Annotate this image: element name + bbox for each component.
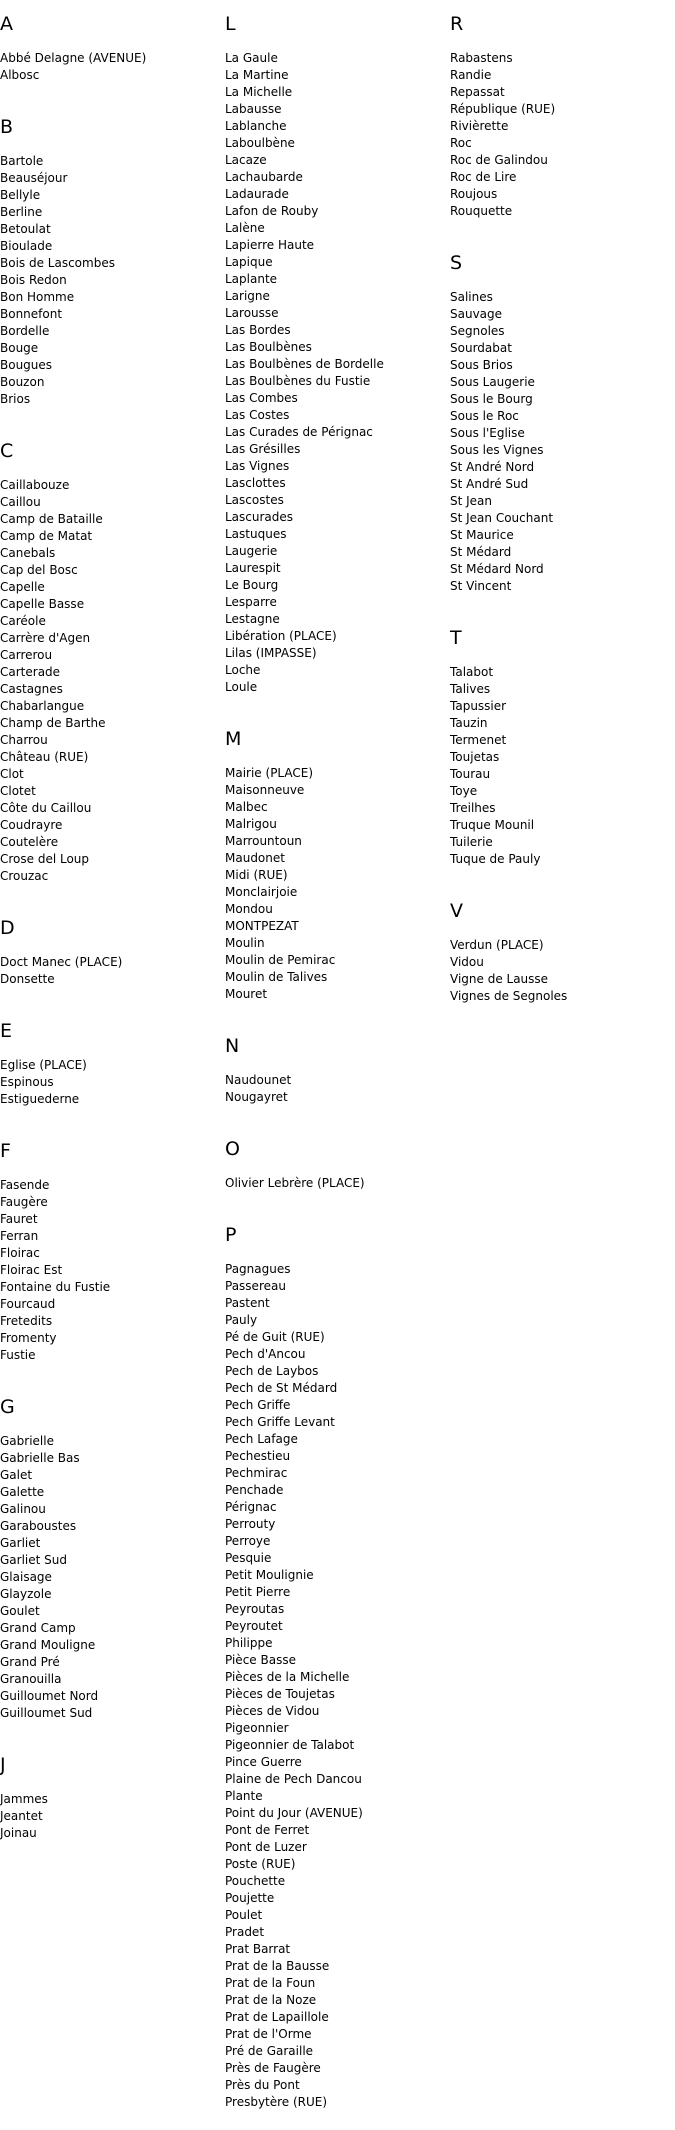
- street-link[interactable]: Lasclottes: [225, 476, 286, 490]
- street-link[interactable]: St André Sud: [450, 477, 529, 491]
- street-link[interactable]: Las Bordes: [225, 323, 291, 337]
- street-link[interactable]: Fustie: [0, 1348, 36, 1362]
- street-link[interactable]: Grand Pré: [0, 1655, 60, 1669]
- street-link[interactable]: Treilhes: [450, 801, 496, 815]
- street-link[interactable]: Truque Mounil: [450, 818, 535, 832]
- street-link[interactable]: Perroye: [225, 1534, 271, 1548]
- letter-group: [0, 0, 225, 84]
- letter-group: [0, 1383, 225, 1722]
- letter-heading: R: [450, 13, 464, 35]
- street-link[interactable]: Pigeonnier: [225, 1721, 289, 1735]
- street-link[interactable]: Bartole: [0, 154, 44, 168]
- street-link[interactable]: Floirac: [0, 1246, 40, 1260]
- street-link[interactable]: MONTPEZAT: [225, 919, 299, 933]
- street-link[interactable]: Las Boulbènes de Bordelle: [225, 357, 384, 371]
- letter-heading: G: [0, 1396, 15, 1418]
- street-link[interactable]: Prat Barrat: [225, 1942, 291, 1956]
- street-link[interactable]: Laboulbène: [225, 136, 295, 150]
- street-link[interactable]: Bougues: [0, 358, 53, 372]
- street-link[interactable]: Gabrielle: [0, 1434, 54, 1448]
- letter-heading: A: [0, 13, 13, 35]
- street-link[interactable]: Verdun (PLACE): [450, 938, 544, 952]
- street-link[interactable]: Plante: [225, 1789, 263, 1803]
- street-link[interactable]: Tuque de Pauly: [450, 852, 541, 866]
- street-link[interactable]: Garliet: [0, 1536, 41, 1550]
- street-link[interactable]: Maudonet: [225, 851, 285, 865]
- street-link[interactable]: Lachaubarde: [225, 170, 303, 184]
- street-link[interactable]: Pièces de la Michelle: [225, 1670, 350, 1684]
- letter-group: [0, 1127, 225, 1364]
- street-link[interactable]: St Jean: [450, 494, 493, 508]
- street-link[interactable]: Goulet: [0, 1604, 40, 1618]
- street-link[interactable]: Sous les Vignes: [450, 443, 544, 457]
- street-link[interactable]: Jammes: [0, 1792, 48, 1806]
- street-link[interactable]: Fromenty: [0, 1331, 57, 1345]
- street-link[interactable]: Berline: [0, 205, 43, 219]
- street-link[interactable]: Caillabouze: [0, 478, 70, 492]
- street-link[interactable]: Lesparre: [225, 595, 277, 609]
- street-link[interactable]: Mairie (PLACE): [225, 766, 314, 780]
- street-link[interactable]: Loule: [225, 680, 258, 694]
- street-link[interactable]: Ladaurade: [225, 187, 289, 201]
- street-link[interactable]: Philippe: [225, 1636, 273, 1650]
- street-list: [450, 937, 675, 1005]
- street-link[interactable]: Eglise (PLACE): [0, 1058, 87, 1072]
- street-link[interactable]: Glayzole: [0, 1587, 52, 1601]
- street-link[interactable]: Sauvage: [450, 307, 503, 321]
- street-link[interactable]: Betoulat: [0, 222, 51, 236]
- street-link[interactable]: Cap del Bosc: [0, 563, 78, 577]
- street-link[interactable]: Roc: [450, 136, 472, 150]
- letter-heading: V: [450, 900, 463, 922]
- street-link[interactable]: St André Nord: [450, 460, 535, 474]
- street-link[interactable]: Guilloumet Nord: [0, 1689, 99, 1703]
- street-link[interactable]: Vidou: [450, 955, 484, 969]
- street-link[interactable]: Vigne de Lausse: [450, 972, 549, 986]
- street-link[interactable]: Clot: [0, 767, 24, 781]
- street-link[interactable]: Moulin: [225, 936, 265, 950]
- street-link[interactable]: Las Boulbènes: [225, 340, 312, 354]
- letter-heading: L: [225, 13, 236, 35]
- street-link[interactable]: Bois Redon: [0, 273, 67, 287]
- street-link[interactable]: Crose del Loup: [0, 852, 90, 866]
- street-link[interactable]: Gabrielle Bas: [0, 1451, 80, 1465]
- letter-heading: P: [225, 1224, 237, 1246]
- street-link[interactable]: Las Vignes: [225, 459, 290, 473]
- letter-group: [450, 0, 675, 220]
- street-link[interactable]: Salines: [450, 290, 493, 304]
- street-link[interactable]: Tuilerie: [450, 835, 493, 849]
- street-link[interactable]: Malbec: [225, 800, 268, 814]
- street-link[interactable]: Marrountoun: [225, 834, 302, 848]
- street-link[interactable]: St Jean Couchant: [450, 511, 554, 525]
- street-link[interactable]: Jeantet: [0, 1809, 43, 1823]
- street-link[interactable]: Le Bourg: [225, 578, 279, 592]
- street-list: [450, 664, 675, 868]
- street-link[interactable]: Lascurades: [225, 510, 294, 524]
- street-link[interactable]: Coudrayre: [0, 818, 63, 832]
- street-link[interactable]: Pech Lafage: [225, 1432, 298, 1446]
- street-link[interactable]: Segnoles: [450, 324, 505, 338]
- street-link[interactable]: Guilloumet Sud: [0, 1706, 93, 1720]
- street-link[interactable]: Larigne: [225, 289, 270, 303]
- street-link[interactable]: Sous l'Eglise: [450, 426, 525, 440]
- street-link[interactable]: La Gaule: [225, 51, 278, 65]
- street-link[interactable]: Vignes de Segnoles: [450, 989, 568, 1003]
- street-link[interactable]: Pastent: [225, 1296, 270, 1310]
- street-link[interactable]: République (RUE): [450, 102, 556, 116]
- street-link[interactable]: Pech de Laybos: [225, 1364, 319, 1378]
- street-link[interactable]: Malrigou: [225, 817, 277, 831]
- letter-heading: M: [225, 728, 242, 750]
- street-link[interactable]: Olivier Lebrère (PLACE): [225, 1176, 365, 1190]
- street-link[interactable]: Peyroutas: [225, 1602, 285, 1616]
- street-link[interactable]: Floirac Est: [0, 1263, 63, 1277]
- street-link[interactable]: Canebals: [0, 546, 56, 560]
- street-list: [0, 1791, 225, 1842]
- street-link[interactable]: St Médard Nord: [450, 562, 544, 576]
- letter-group: [0, 427, 225, 885]
- street-link[interactable]: Labausse: [225, 102, 282, 116]
- street-link[interactable]: Las Combes: [225, 391, 298, 405]
- street-link[interactable]: Toujetas: [450, 750, 500, 764]
- street-link[interactable]: Prat de la Noze: [225, 1993, 317, 2007]
- street-link[interactable]: Presbytère (RUE): [225, 2095, 328, 2109]
- street-link[interactable]: Talabot: [450, 665, 494, 679]
- street-link[interactable]: Faugère: [0, 1195, 48, 1209]
- letter-group: [225, 1022, 450, 1106]
- letter-group: [0, 103, 225, 408]
- street-link[interactable]: Randie: [450, 68, 492, 82]
- street-link[interactable]: La Michelle: [225, 85, 293, 99]
- street-link[interactable]: Abbé Delagne (AVENUE): [0, 51, 147, 65]
- street-link[interactable]: Galinou: [0, 1502, 46, 1516]
- street-link[interactable]: Lapierre Haute: [225, 238, 315, 252]
- letter-heading: F: [0, 1140, 11, 1162]
- street-link[interactable]: Capelle Basse: [0, 597, 85, 611]
- letter-heading: E: [0, 1020, 13, 1042]
- street-list: [0, 1433, 225, 1722]
- street-link[interactable]: Lablanche: [225, 119, 287, 133]
- street-list: [0, 50, 225, 84]
- street-link[interactable]: Estiguederne: [0, 1092, 80, 1106]
- street-link[interactable]: Castagnes: [0, 682, 63, 696]
- street-link[interactable]: Libération (PLACE): [225, 629, 337, 643]
- street-link[interactable]: Champ de Barthe: [0, 716, 106, 730]
- street-link[interactable]: Lascostes: [225, 493, 284, 507]
- street-link[interactable]: Rivièrette: [450, 119, 509, 133]
- street-link[interactable]: Las Costes: [225, 408, 290, 422]
- street-link[interactable]: Prat de Lapaillole: [225, 2010, 329, 2024]
- street-link[interactable]: Coutelère: [0, 835, 59, 849]
- street-list: [225, 1175, 450, 1192]
- letter-heading: O: [225, 1138, 240, 1160]
- street-link[interactable]: Albosc: [0, 68, 40, 82]
- street-link[interactable]: Joinau: [0, 1826, 37, 1840]
- street-link[interactable]: Grand Camp: [0, 1621, 76, 1635]
- street-list: [0, 954, 225, 988]
- street-link[interactable]: Fauret: [0, 1212, 38, 1226]
- street-link[interactable]: Côte du Caillou: [0, 801, 92, 815]
- letter-group: [450, 614, 675, 868]
- street-link[interactable]: Larousse: [225, 306, 279, 320]
- street-link[interactable]: Clotet: [0, 784, 36, 798]
- street-link[interactable]: Galet: [0, 1468, 33, 1482]
- street-link[interactable]: Pech Griffe Levant: [225, 1415, 335, 1429]
- street-list: [450, 50, 675, 220]
- street-link[interactable]: Carrère d'Agen: [0, 631, 91, 645]
- street-link[interactable]: Poujette: [225, 1891, 275, 1905]
- street-link[interactable]: Lapique: [225, 255, 273, 269]
- street-link[interactable]: Sous le Roc: [450, 409, 519, 423]
- street-link[interactable]: Pechestieu: [225, 1449, 291, 1463]
- street-link[interactable]: Nougayret: [225, 1090, 288, 1104]
- street-link[interactable]: Pech de St Médard: [225, 1381, 338, 1395]
- street-link[interactable]: Loche: [225, 663, 261, 677]
- street-link[interactable]: Beauséjour: [0, 171, 68, 185]
- street-list: [225, 1261, 450, 2111]
- letter-heading: N: [225, 1035, 240, 1057]
- street-link[interactable]: Pont de Luzer: [225, 1840, 307, 1854]
- street-link[interactable]: Poste (RUE): [225, 1857, 296, 1871]
- street-link[interactable]: Petit Pierre: [225, 1585, 291, 1599]
- street-link[interactable]: Ferran: [0, 1229, 39, 1243]
- street-link[interactable]: Fourcaud: [0, 1297, 56, 1311]
- street-link[interactable]: Pradet: [225, 1925, 265, 1939]
- street-column-3: [450, 0, 675, 2130]
- street-link[interactable]: Bordelle: [0, 324, 50, 338]
- letter-group: [225, 0, 450, 696]
- street-link[interactable]: Carrerou: [0, 648, 53, 662]
- street-link[interactable]: Charrou: [0, 733, 48, 747]
- letter-heading: T: [450, 627, 462, 649]
- street-link[interactable]: Prat de l'Orme: [225, 2027, 312, 2041]
- street-link[interactable]: Roc de Lire: [450, 170, 517, 184]
- street-link[interactable]: Moulin de Pemirac: [225, 953, 336, 967]
- street-link[interactable]: Garliet Sud: [0, 1553, 67, 1567]
- street-link[interactable]: Lastuques: [225, 527, 287, 541]
- street-link[interactable]: Espinous: [0, 1075, 54, 1089]
- letter-group: [225, 1125, 450, 1192]
- street-list: [0, 153, 225, 408]
- street-link[interactable]: Bouge: [0, 341, 39, 355]
- street-link[interactable]: Tauzin: [450, 716, 488, 730]
- letter-group: [0, 904, 225, 988]
- street-link[interactable]: Pont de Ferret: [225, 1823, 310, 1837]
- street-link[interactable]: Point du Jour (AVENUE): [225, 1806, 363, 1820]
- street-link[interactable]: Pesquie: [225, 1551, 272, 1565]
- street-link[interactable]: Prat de la Foun: [225, 1976, 316, 1990]
- street-list: [0, 1177, 225, 1364]
- street-link[interactable]: Pauly: [225, 1313, 258, 1327]
- street-link[interactable]: Prat de la Bausse: [225, 1959, 330, 1973]
- street-list: [450, 289, 675, 595]
- street-link[interactable]: Pech d'Ancou: [225, 1347, 306, 1361]
- street-link[interactable]: Château (RUE): [0, 750, 89, 764]
- street-link[interactable]: Chabarlangue: [0, 699, 85, 713]
- street-link[interactable]: Pé de Guit (RUE): [225, 1330, 325, 1344]
- street-link[interactable]: Pré de Garaille: [225, 2044, 314, 2058]
- letter-heading: C: [0, 440, 14, 462]
- street-link[interactable]: Caillou: [0, 495, 41, 509]
- street-link[interactable]: Près du Pont: [225, 2078, 300, 2092]
- street-link[interactable]: Crouzac: [0, 869, 49, 883]
- street-link[interactable]: Bellyle: [0, 188, 41, 202]
- street-link[interactable]: Las Boulbènes du Fustie: [225, 374, 371, 388]
- street-column-2: [225, 0, 450, 2130]
- street-link[interactable]: Moulin de Talives: [225, 970, 328, 984]
- street-link[interactable]: Pechmirac: [225, 1466, 288, 1480]
- street-link[interactable]: Las Grésilles: [225, 442, 301, 456]
- street-link[interactable]: St Médard: [450, 545, 512, 559]
- street-list: [0, 477, 225, 885]
- street-link[interactable]: Glaisage: [0, 1570, 52, 1584]
- street-link[interactable]: Garaboustes: [0, 1519, 77, 1533]
- street-link[interactable]: Poulet: [225, 1908, 263, 1922]
- street-link[interactable]: Penchade: [225, 1483, 284, 1497]
- letter-group: [0, 1007, 225, 1108]
- street-column-1: [0, 0, 225, 2130]
- street-link[interactable]: Rouquette: [450, 204, 513, 218]
- street-link[interactable]: Tourau: [450, 767, 491, 781]
- street-link[interactable]: Camp de Matat: [0, 529, 93, 543]
- letter-group: [0, 1741, 225, 1842]
- street-link[interactable]: Laplante: [225, 272, 278, 286]
- street-link[interactable]: Bonnefont: [0, 307, 63, 321]
- street-link[interactable]: Maisonneuve: [225, 783, 305, 797]
- street-link[interactable]: Mondou: [225, 902, 273, 916]
- street-link[interactable]: Mouret: [225, 987, 268, 1001]
- street-link[interactable]: Caréole: [0, 614, 46, 628]
- street-link[interactable]: Pérignac: [225, 1500, 277, 1514]
- street-link[interactable]: Talives: [450, 682, 491, 696]
- street-link[interactable]: Granouilla: [0, 1672, 62, 1686]
- letter-heading: D: [0, 917, 15, 939]
- letter-group: [225, 715, 450, 1003]
- street-link[interactable]: Las Curades de Pérignac: [225, 425, 373, 439]
- street-link[interactable]: Naudounet: [225, 1073, 292, 1087]
- street-list: [0, 1057, 225, 1108]
- street-link[interactable]: Doct Manec (PLACE): [0, 955, 123, 969]
- street-link[interactable]: Termenet: [450, 733, 507, 747]
- street-link[interactable]: Plaine de Pech Dancou: [225, 1772, 362, 1786]
- street-link[interactable]: Fasende: [0, 1178, 50, 1192]
- street-link[interactable]: Pouchette: [225, 1874, 286, 1888]
- street-link[interactable]: Roujous: [450, 187, 498, 201]
- street-link[interactable]: Pigeonnier de Talabot: [225, 1738, 355, 1752]
- street-link[interactable]: Fretedits: [0, 1314, 53, 1328]
- street-link[interactable]: Bouzon: [0, 375, 45, 389]
- street-link[interactable]: Lacaze: [225, 153, 267, 167]
- street-link[interactable]: Galette: [0, 1485, 45, 1499]
- street-link[interactable]: Lilas (IMPASSE): [225, 646, 317, 660]
- street-link[interactable]: Toye: [450, 784, 478, 798]
- street-link[interactable]: Carterade: [0, 665, 61, 679]
- street-link[interactable]: Sourdabat: [450, 341, 512, 355]
- street-link[interactable]: La Martine: [225, 68, 289, 82]
- letter-heading: S: [450, 252, 463, 274]
- street-link[interactable]: St Maurice: [450, 528, 514, 542]
- street-link[interactable]: Peyroutet: [225, 1619, 283, 1633]
- street-link[interactable]: Pièce Basse: [225, 1653, 296, 1667]
- letter-heading: B: [0, 116, 14, 138]
- street-link[interactable]: Lestagne: [225, 612, 280, 626]
- street-list: [225, 765, 450, 1003]
- street-link[interactable]: Brios: [0, 392, 31, 406]
- street-link[interactable]: Fontaine du Fustie: [0, 1280, 111, 1294]
- street-link[interactable]: Midi (RUE): [225, 868, 288, 882]
- street-link[interactable]: Pince Guerre: [225, 1755, 302, 1769]
- street-link[interactable]: Bon Homme: [0, 290, 75, 304]
- street-link[interactable]: Près de Faugère: [225, 2061, 321, 2075]
- street-link[interactable]: Laugerie: [225, 544, 278, 558]
- street-link[interactable]: Pièces de Vidou: [225, 1704, 320, 1718]
- letter-group: [225, 1211, 450, 2111]
- street-link[interactable]: Capelle: [0, 580, 45, 594]
- street-list: [225, 50, 450, 696]
- street-link[interactable]: Petit Moulignie: [225, 1568, 314, 1582]
- street-link[interactable]: Camp de Bataille: [0, 512, 103, 526]
- street-link[interactable]: Sous Laugerie: [450, 375, 535, 389]
- street-link[interactable]: Repassat: [450, 85, 505, 99]
- street-link[interactable]: Donsette: [0, 972, 55, 986]
- street-link[interactable]: Pech Griffe: [225, 1398, 291, 1412]
- street-list: [225, 1072, 450, 1106]
- street-link[interactable]: Lalène: [225, 221, 265, 235]
- street-link[interactable]: Roc de Galindou: [450, 153, 548, 167]
- street-link[interactable]: St Vincent: [450, 579, 512, 593]
- street-link[interactable]: Grand Mouligne: [0, 1638, 96, 1652]
- street-link[interactable]: Pagnagues: [225, 1262, 291, 1276]
- letter-heading: J: [0, 1754, 6, 1776]
- street-link[interactable]: Laurespit: [225, 561, 281, 575]
- street-link[interactable]: Bioulade: [0, 239, 53, 253]
- letter-group: [450, 887, 675, 1005]
- street-link[interactable]: Monclairjoie: [225, 885, 298, 899]
- letter-group: [450, 239, 675, 595]
- street-link[interactable]: Tapussier: [450, 699, 507, 713]
- street-link[interactable]: Rabastens: [450, 51, 513, 65]
- street-link[interactable]: Pièces de Toujetas: [225, 1687, 335, 1701]
- street-link[interactable]: Perrouty: [225, 1517, 276, 1531]
- street-link[interactable]: Sous le Bourg: [450, 392, 533, 406]
- street-link[interactable]: Passereau: [225, 1279, 286, 1293]
- street-link[interactable]: Sous Brios: [450, 358, 513, 372]
- street-link[interactable]: Lafon de Rouby: [225, 204, 319, 218]
- street-link[interactable]: Bois de Lascombes: [0, 256, 115, 270]
